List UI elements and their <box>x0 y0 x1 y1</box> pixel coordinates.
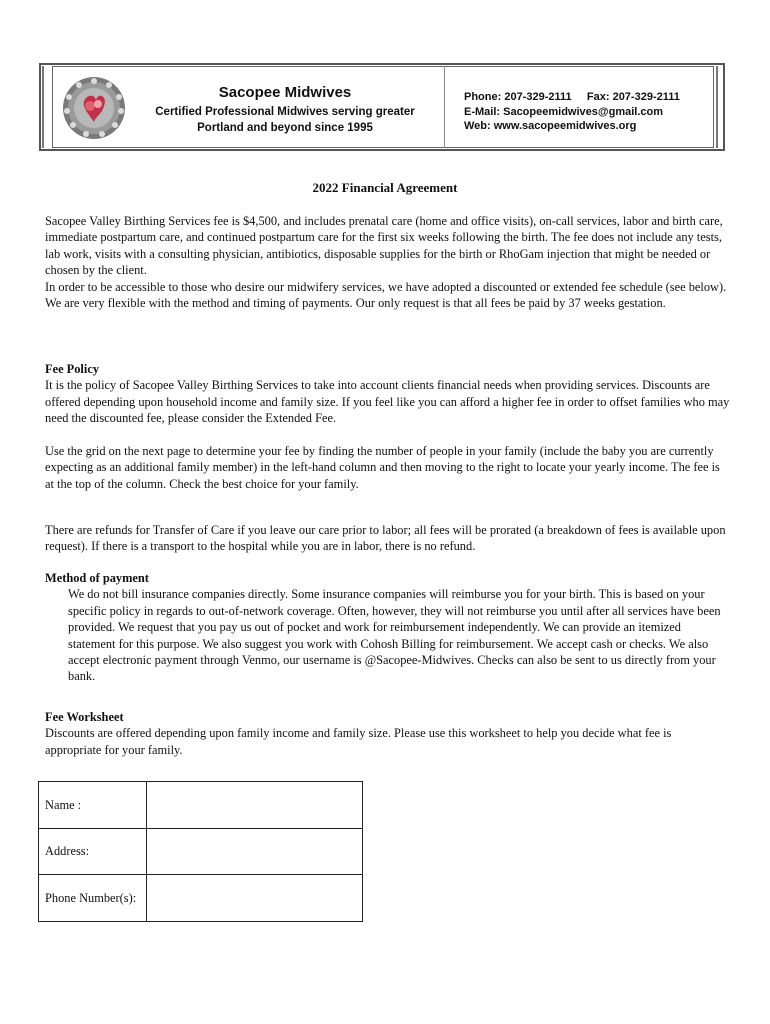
intro-paragraph: We are very flexible with the method and timing of payments. Our only request is that all fees be paid by 37 weeks gestation. <box>45 296 666 311</box>
intro-section <box>45 213 730 311</box>
worksheet-paragraph: Discounts are offered depending upon family income and family size. Please use this worksheet to help you decide what fee is appropriate for your family. <box>45 726 672 757</box>
payment-heading: Method of payment <box>45 571 149 585</box>
org-name: Sacopee Midwives <box>218 84 352 101</box>
contact-block <box>464 90 714 134</box>
worksheet-section <box>45 709 730 758</box>
table-row <box>39 829 363 875</box>
intro-paragraph: In order to be accessible to those who desire our midwifery services, we have adopted a discounted or extended fee schedule (see below). <box>45 279 727 294</box>
organization-block <box>130 84 440 136</box>
refund-section <box>45 522 730 555</box>
org-tagline-line1: Certified Professional Midwives serving greater <box>155 106 415 118</box>
web-line: Web: www.sacopeemidwives.org <box>464 120 637 132</box>
payment-paragraph: We do not bill insurance companies directly. Some insurance companies will reimburse you for your birth. This is based on your specific policy in regards to out-of-network coverage. Often, however, they will not reimburse you until after all services have been provided. We request that you pay us out of pocket and work for reimbursement independently. We can provide an itemized statement for this purpose. We also suggest you work with Cohosh Billing for reimbursement. We accept cash or checks. We also accept electronic payment through Venmo, our username is @Sacopee-Midwives. Checks can also be sent to us directly from your bank. <box>68 587 721 684</box>
address-label: Address: <box>39 829 147 875</box>
org-tagline-line2: Portland and beyond since 1995 <box>197 122 373 134</box>
worksheet-heading: Fee Worksheet <box>45 710 124 724</box>
table-row <box>39 782 363 829</box>
fee-grid-paragraph: Use the grid on the next page to determine your fee by finding the number of people in your family (include the baby you are currently expecting as an additional family member) in the left-hand column and then moving to the right to locate your yearly income. The fee is at the top of the column. Check the best choice for your family. <box>45 444 720 491</box>
email-line: E-Mail: Sacopeemidwives@gmail.com <box>464 105 664 118</box>
payment-section <box>45 570 730 685</box>
address-field[interactable] <box>147 829 363 875</box>
page-title: 2022 Financial Agreement <box>312 180 458 195</box>
fee-policy-paragraph: It is the policy of Sacopee Valley Birthing Services to take into account clients financial needs when providing services. Discounts are offered depending upon household income and family size. If you feel like you can afford a higher fee in order to offset families who may need the discounted fee, please consider the Extended Fee. <box>45 378 730 426</box>
fee-grid-instructions <box>45 443 730 492</box>
fee-policy-heading: Fee Policy <box>45 362 100 376</box>
midwife-logo-icon <box>62 76 126 140</box>
phone-fax-line: Phone: 207-329-2111 Fax: 207-329-2111 <box>464 91 680 103</box>
table-row <box>39 875 363 922</box>
name-field[interactable] <box>147 782 363 829</box>
worksheet-table <box>38 781 363 922</box>
phone-label: Phone Number(s): <box>39 875 147 922</box>
phone-field[interactable] <box>147 875 363 922</box>
fee-policy-section <box>45 361 730 427</box>
refund-paragraph: There are refunds for Transfer of Care if you leave our care prior to labor; all fees will be prorated (a breakdown of fees is available upon request). If there is a transport to the hospital while you are in labor, there is no refund. <box>45 523 726 554</box>
name-label: Name : <box>39 782 147 829</box>
header-side-rule <box>716 66 718 148</box>
intro-paragraph: Sacopee Valley Birthing Services fee is $4,500, and includes prenatal care (home and office visits), on-call services, labor and birth care, immediate postpartum care, and continued postpartum care for the first six weeks following the birth. The fee does not include any tests, lab work, visits with a consulting physician, antibiotics, disposable supplies for the birth or RhoGam injection that might be needed or chosen by the client. <box>45 214 723 278</box>
header-divider <box>444 66 445 148</box>
header-side-rule <box>42 66 44 148</box>
